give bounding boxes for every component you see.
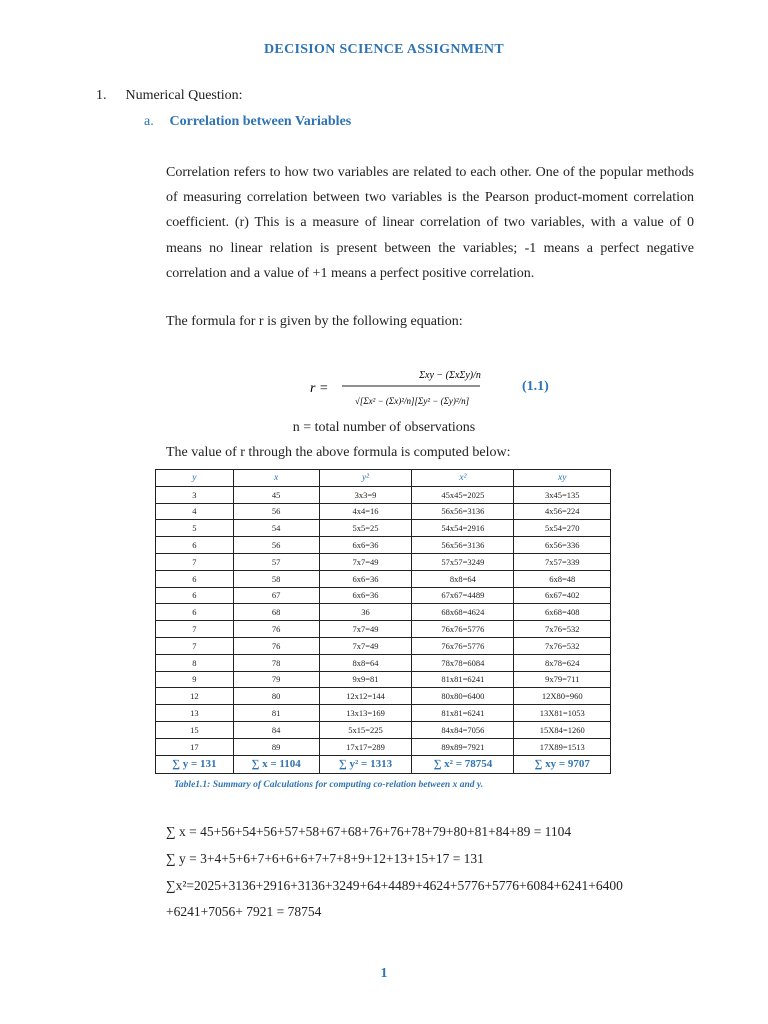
table-cell: 6x6=36 <box>319 537 412 554</box>
table-cell: 15 <box>156 721 234 738</box>
table-cell: 54 <box>233 520 319 537</box>
table-cell: 6x8=48 <box>514 570 611 587</box>
table-cell: 56 <box>233 503 319 520</box>
table-cell: 6 <box>156 587 234 604</box>
table-cell: 45x45=2025 <box>412 486 514 503</box>
table-row <box>156 721 611 738</box>
formula-intro: The formula for r is given by the following equation: <box>166 314 463 329</box>
table-cell: 13x13=169 <box>319 705 412 722</box>
table-cell: 79 <box>233 671 319 688</box>
totals-row <box>156 755 611 773</box>
table-cell: 57x57=3249 <box>412 553 514 570</box>
table-row <box>156 654 611 671</box>
question-number: 1. <box>96 88 107 103</box>
table-row <box>156 537 611 554</box>
table-row <box>156 486 611 503</box>
table-cell: 9x9=81 <box>319 671 412 688</box>
table-cell: 17X89=1513 <box>514 738 611 755</box>
table-row <box>156 587 611 604</box>
table-cell: 76x76=5776 <box>412 637 514 654</box>
table-cell: 80 <box>233 688 319 705</box>
document-title: DECISION SCIENCE ASSIGNMENT <box>264 42 504 57</box>
section-heading <box>144 114 351 130</box>
table-cell: 89 <box>233 738 319 755</box>
table-row <box>156 688 611 705</box>
column-header: xy <box>514 470 611 487</box>
pearson-formula <box>300 358 620 418</box>
sum-x-line: ∑ x = 45+56+54+56+57+58+67+68+76+76+78+79+80+81+84+89 = 1104 <box>166 824 572 839</box>
table-cell: 5x54=270 <box>514 520 611 537</box>
total-cell: ∑ xy = 9707 <box>514 755 611 773</box>
table-cell: 6 <box>156 570 234 587</box>
column-header: y <box>156 470 234 487</box>
table-cell: 4x4=16 <box>319 503 412 520</box>
table-cell: 36 <box>319 604 412 621</box>
table-row <box>156 503 611 520</box>
table-cell: 7 <box>156 553 234 570</box>
table-cell: 78x78=6084 <box>412 654 514 671</box>
table-cell: 76 <box>233 637 319 654</box>
table-cell: 45 <box>233 486 319 503</box>
table-cell: 6 <box>156 537 234 554</box>
table-cell: 13X81=1053 <box>514 705 611 722</box>
table-cell: 7x7=49 <box>319 553 412 570</box>
formula-lhs: r = <box>310 381 329 396</box>
table-cell: 7x76=532 <box>514 637 611 654</box>
body-paragraph: Correlation refers to how two variables are related to each other. One of the popular methods of measuring correlation between two variables is the Pearson product-moment correlation coefficient. (r) This is a measure of linear correlation of two variables, with a value of 0 means no linear relation is present between the variables; -1 means a perfect negative correlation and a value of +1 means a perfect positive correlation. <box>166 165 694 281</box>
table-cell: 84 <box>233 721 319 738</box>
table-cell: 67x67=4489 <box>412 587 514 604</box>
table-cell: 12 <box>156 688 234 705</box>
table-cell: 84x84=7056 <box>412 721 514 738</box>
table-header-row <box>156 470 611 487</box>
table-cell: 56x56=3136 <box>412 503 514 520</box>
column-header: x <box>233 470 319 487</box>
formula-numerator: Σxy − (ΣxΣy)/n <box>419 370 481 381</box>
total-cell: ∑ x² = 78754 <box>412 755 514 773</box>
table-cell: 15X84=1260 <box>514 721 611 738</box>
table-row <box>156 553 611 570</box>
table-cell: 7x76=532 <box>514 621 611 638</box>
table-cell: 3x45=135 <box>514 486 611 503</box>
table-cell: 8x78=624 <box>514 654 611 671</box>
table-cell: 81x81=6241 <box>412 705 514 722</box>
table-cell: 56x56=3136 <box>412 537 514 554</box>
table-cell: 5x15=225 <box>319 721 412 738</box>
table-cell: 13 <box>156 705 234 722</box>
table-cell: 7 <box>156 637 234 654</box>
page-number: 1 <box>380 966 388 981</box>
table-cell: 7x7=49 <box>319 621 412 638</box>
table-cell: 6x6=36 <box>319 587 412 604</box>
table-cell: 8x8=64 <box>319 654 412 671</box>
table-row <box>156 520 611 537</box>
table-cell: 7 <box>156 621 234 638</box>
equation-number: (1.1) <box>522 379 549 394</box>
section-title: Correlation between Variables <box>169 114 352 129</box>
table-cell: 76 <box>233 621 319 638</box>
table-cell: 57 <box>233 553 319 570</box>
calculation-table <box>155 469 611 774</box>
table-cell: 7x57=339 <box>514 553 611 570</box>
table-cell: 6x67=402 <box>514 587 611 604</box>
table-cell: 6 <box>156 604 234 621</box>
table-cell: 3 <box>156 486 234 503</box>
table-cell: 9x79=711 <box>514 671 611 688</box>
table-cell: 56 <box>233 537 319 554</box>
table-cell: 3x3=9 <box>319 486 412 503</box>
table-cell: 68x68=4624 <box>412 604 514 621</box>
table-row <box>156 621 611 638</box>
column-header: x² <box>412 470 514 487</box>
table-cell: 6x68=408 <box>514 604 611 621</box>
total-cell: ∑ y = 131 <box>156 755 234 773</box>
table-row <box>156 671 611 688</box>
table-cell: 6x6=36 <box>319 570 412 587</box>
question-label: Numerical Question: <box>125 88 243 103</box>
formula-denominator: √[Σx² − (Σx)²/n][Σy² − (Σy)²/n] <box>354 396 470 406</box>
table-row <box>156 705 611 722</box>
total-cell: ∑ y² = 1313 <box>319 755 412 773</box>
table-cell: 12x12=144 <box>319 688 412 705</box>
section-letter: a. <box>144 114 154 129</box>
table-cell: 67 <box>233 587 319 604</box>
table-cell: 78 <box>233 654 319 671</box>
table-cell: 58 <box>233 570 319 587</box>
column-header: y² <box>319 470 412 487</box>
table-cell: 54x54=2916 <box>412 520 514 537</box>
table-row <box>156 604 611 621</box>
table-cell: 68 <box>233 604 319 621</box>
table-intro: The value of r through the above formula is computed below: <box>166 445 511 460</box>
table-cell: 8x8=64 <box>412 570 514 587</box>
table-cell: 6x56=336 <box>514 537 611 554</box>
question-heading <box>96 88 243 104</box>
table-cell: 81 <box>233 705 319 722</box>
table-cell: 4 <box>156 503 234 520</box>
table-cell: 7x7=49 <box>319 637 412 654</box>
table-cell: 17 <box>156 738 234 755</box>
table-cell: 5x5=25 <box>319 520 412 537</box>
table-cell: 76x76=5776 <box>412 621 514 638</box>
n-definition: n = total number of observations <box>292 420 476 435</box>
sum-x2-line-2: +6241+7056+ 7921 = 78754 <box>166 904 322 919</box>
table-cell: 17x17=289 <box>319 738 412 755</box>
total-cell: ∑ x = 1104 <box>233 755 319 773</box>
table-cell: 80x80=6400 <box>412 688 514 705</box>
sum-y-line: ∑ y = 3+4+5+6+7+6+6+6+7+7+8+9+12+13+15+17 = 131 <box>166 851 484 866</box>
table-cell: 4x56=224 <box>514 503 611 520</box>
table-cell: 89x89=7921 <box>412 738 514 755</box>
table-row <box>156 637 611 654</box>
table-cell: 8 <box>156 654 234 671</box>
table-cell: 12X80=960 <box>514 688 611 705</box>
table-cell: 5 <box>156 520 234 537</box>
table-row <box>156 738 611 755</box>
table-cell: 81x81=6241 <box>412 671 514 688</box>
sum-x2-line-1: ∑x²=2025+3136+2916+3136+3249+64+4489+4624+5776+5776+6084+6241+6400 <box>166 878 623 893</box>
table-cell: 9 <box>156 671 234 688</box>
table-caption: Table1.1: Summary of Calculations for computing co-relation between x and y. <box>174 780 484 790</box>
table-row <box>156 570 611 587</box>
